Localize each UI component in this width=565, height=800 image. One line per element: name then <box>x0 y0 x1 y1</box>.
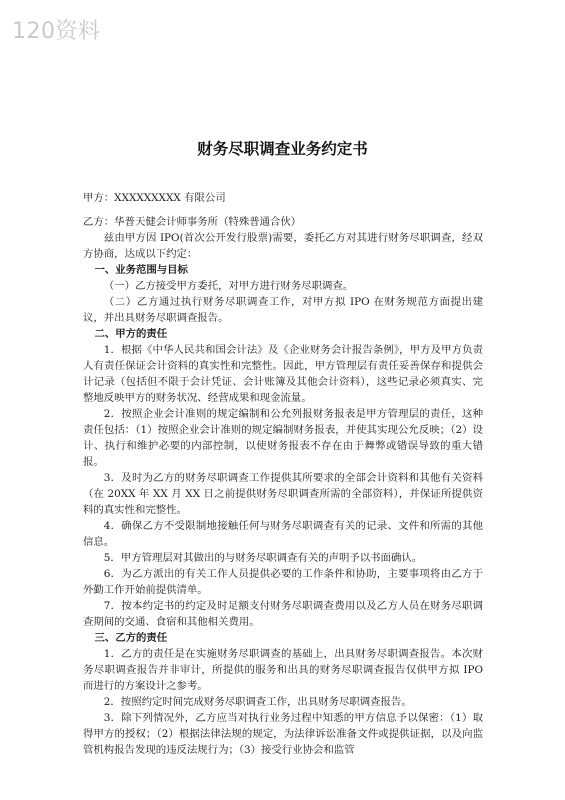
clause-paragraph: 2．按照约定时间完成财务尽职调查工作，出具财务尽职调查报告。 <box>103 696 412 708</box>
clause-paragraph: （一）乙方接受甲方委托，对甲方进行财务尽职调查。 <box>103 280 354 292</box>
clause-paragraph: 7．按本约定书的约定及时足额支付财务尽职调查费用以及乙方人员在财务尽职调查期间的交通、食宿和其他相关费用。 <box>83 600 483 628</box>
clause-paragraph: 3．及时为乙方的财务尽职调查工作提供其所要求的全部会计资料和其他有关资料（在 20XX 年 XX 月 XX 日之前提供财务尽职调查所需的全部资料），并保证所提供资料的真实性和完整性。 <box>83 472 483 516</box>
clause-paragraph: 1．乙方的责任是在实施财务尽职调查的基础上，出具财务尽职调查报告。本次财务尽职调查报告并非审计，所提供的服务和出具的财务尽职调查报告仅供甲方拟 IPO 而进行的方案设计之参考。 <box>83 648 483 692</box>
clause-paragraph: 5．甲方管理层对其做出的与财务尽职调查有关的声明予以书面确认。 <box>103 552 423 564</box>
clause-paragraph: 4．确保乙方不受限制地接触任何与财务尽职调查有关的记录、文件和所需的其他信息。 <box>83 520 483 548</box>
party-a-line: 甲方：XXXXXXXXX 有限公司 <box>83 192 226 204</box>
clause-paragraph: 6．为乙方派出的有关工作人员提供必要的工作条件和协助，主要事项将由乙方于外勤工作开始前提供清单。 <box>83 568 483 596</box>
section-heading: 一、业务范围与目标 <box>94 264 188 276</box>
intro-paragraph: 兹由甲方因 IPO(首次公开发行股票)需要，委托乙方对其进行财务尽职调查，经双方协商，达成以下约定： <box>83 232 483 260</box>
document-body <box>83 190 483 758</box>
clause-paragraph: 2．按照企业会计准则的规定编制和公允列报财务报表是甲方管理层的责任，这种责任包括：（1）按照企业会计准则的规定编制财务报表，并使其实现公允反映；（2）设计、执行和维护必要的内部控制，以使财务报表不存在由于舞弊或错误导致的重大错报。 <box>83 408 483 468</box>
watermark-logo: 120资料 <box>12 19 101 44</box>
document-title: 财务尽职调查业务约定书 <box>197 140 368 158</box>
clause-paragraph: 1．根据《中华人民共和国会计法》及《企业财务会计报告条例》，甲方及甲方负责人有责任保证会计资料的真实性和完整性。因此，甲方管理层有责任妥善保存和提供会计记录（包括但不限于会计凭证、会计账簿及其他会计资料），这些记录必须真实、完整地反映甲方的财务状况、经营成果和现金流量。 <box>83 344 483 404</box>
clause-paragraph: 3．除下列情况外，乙方应当对执行业务过程中知悉的甲方信息予以保密：（1）取得甲方的授权；（2）根据法律法规的规定，为法律诉讼准备文件或提供证据，以及向监管机构报告发现的违反法规行为；（3）接受行业协会和监管 <box>83 712 483 756</box>
section-heading: 二、甲方的责任 <box>94 328 168 340</box>
clause-paragraph: （二）乙方通过执行财务尽职调查工作，对甲方拟 IPO 在财务规范方面提出建议，并出具财务尽职调查报告。 <box>83 296 483 324</box>
party-b-line: 乙方：华普天健会计师事务所（特殊普通合伙） <box>83 216 302 228</box>
section-heading: 三、乙方的责任 <box>94 632 168 644</box>
